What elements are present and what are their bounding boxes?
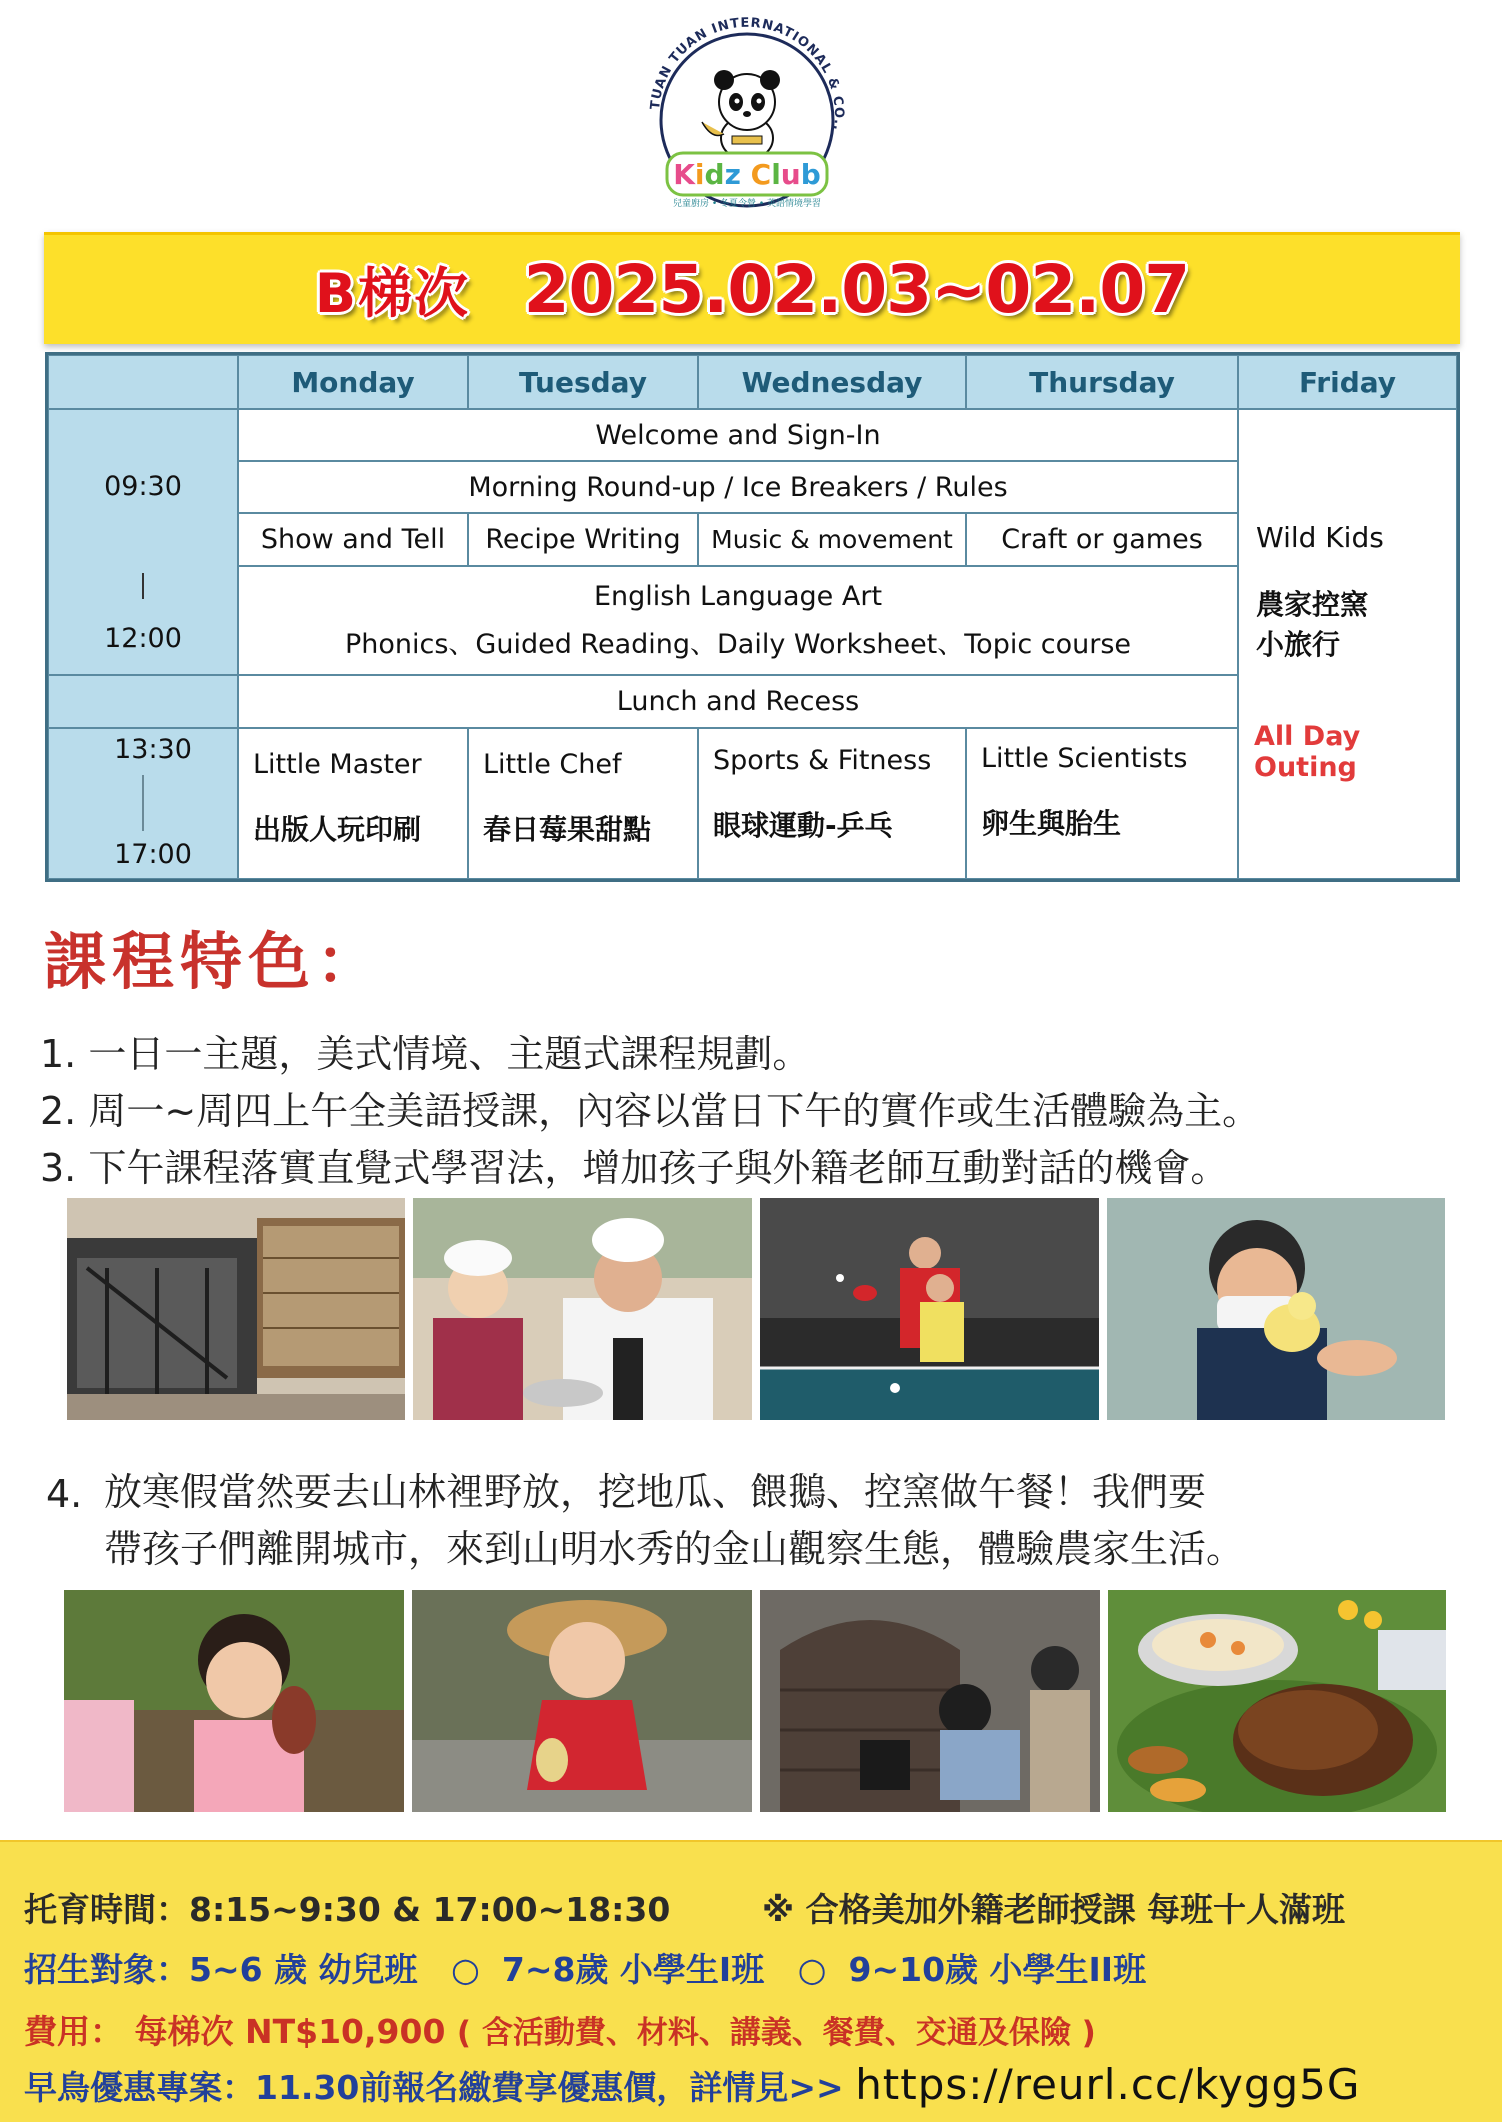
sweet-potato-girl-photo — [64, 1590, 404, 1812]
header-monday: Monday — [238, 355, 468, 409]
schedule-table — [45, 352, 1460, 882]
header-thursday: Thursday — [966, 355, 1238, 409]
enroll-label: 招生對象： — [24, 1950, 189, 1989]
activity-thursday: Craft or games — [966, 513, 1238, 566]
kiln-photo — [760, 1590, 1100, 1812]
activity-tuesday: Recipe Writing — [468, 513, 698, 566]
session-banner — [44, 232, 1460, 344]
morning-end-time: 12:00 — [104, 623, 182, 654]
registration-link[interactable]: https://reurl.cc/kygg5G — [855, 2060, 1361, 2109]
early-bird-text: 早鳥優惠專案：11.30前報名繳費享優惠價，詳情見>> — [24, 2068, 844, 2107]
session-date: 2025.02.03~02.07 — [523, 251, 1190, 328]
circle-separator: ○ — [797, 1950, 827, 1989]
enroll-elementary-2: 9~10歲 小學生II班 — [848, 1950, 1147, 1989]
afternoon-subtitle: 出版人玩印刷 — [253, 813, 422, 846]
enroll-elementary-1: 7~8歲 小學生I班 — [501, 1950, 765, 1989]
logo-brand: Kidz Club — [673, 158, 821, 191]
afternoon-end-time: 17:00 — [114, 839, 192, 870]
ela-title: English Language Art — [593, 580, 883, 612]
morning-start-time: 09:30 — [104, 471, 182, 502]
early-bird-line — [24, 2060, 1360, 2109]
afternoon-subtitle: 春日莓果甜點 — [483, 813, 652, 846]
roundup-row: Morning Round-up / Ice Breakers / Rules — [238, 461, 1238, 513]
afternoon-tuesday — [468, 728, 698, 879]
friday-outing: All Day Outing — [1254, 721, 1361, 783]
straw-hat-girl-photo — [412, 1590, 752, 1812]
header-wednesday: Wednesday — [698, 355, 966, 409]
header-corner — [48, 355, 238, 409]
welcome-row: Welcome and Sign-In — [238, 409, 1238, 461]
afternoon-subtitle: 卵生與胎生 — [981, 807, 1122, 840]
afternoon-title: Little Chef — [483, 749, 622, 780]
afternoon-start-time: 13:30 — [114, 734, 192, 765]
session-label: B梯次 — [314, 262, 470, 325]
enroll-kindergarten: 5~6 歲 幼兒班 — [189, 1950, 418, 1989]
features-title: 課程特色： — [44, 925, 385, 998]
header-friday: Friday — [1238, 355, 1457, 409]
logo-company-text: TUAN TUAN INTERNATIONAL & CO., — [648, 15, 847, 133]
afternoon-subtitle: 眼球運動-乒乓 — [713, 809, 893, 842]
time-range-bar — [142, 573, 144, 599]
friday-zh-line1: 農家控窯 — [1256, 588, 1369, 621]
chick-photo — [1107, 1198, 1445, 1420]
fee-label: 費用： — [24, 2012, 123, 2051]
care-hours: 托育時間：8:15~9:30 & 17:00~18:30 — [24, 1890, 671, 1929]
afternoon-monday — [238, 728, 468, 879]
afternoon-wednesday — [698, 728, 966, 879]
friday-zh-line2: 小旅行 — [1256, 628, 1341, 661]
table-tennis-photo — [760, 1198, 1099, 1420]
ela-detail: Phonics、Guided Reading、Daily Worksheet、Topic course — [344, 628, 1132, 660]
lunch-time-cell — [48, 675, 238, 728]
feature-item-4-line1: 放寒假當然要去山林裡野放，挖地瓜、餵鵝、控窯做午餐！我們要 — [104, 1470, 1207, 1514]
feature-item-2: 2. 周一~周四上午全美語授課，內容以當日下午的實作或生活體驗為主。 — [40, 1089, 1261, 1133]
activity-monday: Show and Tell — [238, 513, 468, 566]
friday-title: Wild Kids — [1256, 521, 1384, 554]
teacher-note: ※ 合格美加外籍老師授課 每班十人滿班 — [762, 1890, 1346, 1929]
enrollment-line — [24, 1944, 1146, 1991]
little-chef-photo — [413, 1198, 752, 1420]
fee-note: ( 含活動費、材料、講義、餐費、交通及保險 ) — [456, 2015, 1096, 2051]
ela-row — [238, 566, 1238, 675]
logo-tagline: 兒童廚房 • 冬夏令營 • 英語情境學習 — [672, 199, 822, 209]
kiln-meal-photo — [1108, 1590, 1446, 1812]
feature-item-4-line2: 帶孩子們離開城市，來到山明水秀的金山觀察生態，體驗農家生活。 — [104, 1527, 1245, 1571]
feature-item-4-number: 4. — [46, 1472, 83, 1516]
kidz-club-logo — [632, 10, 862, 210]
header-tuesday: Tuesday — [468, 355, 698, 409]
fee-line — [24, 2006, 1096, 2053]
afternoon-thursday — [966, 728, 1238, 879]
feature-item-1: 1. 一日一主題，美式情境、主題式課程規劃。 — [40, 1032, 811, 1076]
fee-value: 每梯次 NT$10,900 — [134, 2012, 446, 2051]
afternoon-title: Sports & Fitness — [713, 745, 932, 776]
afternoon-title: Little Master — [253, 749, 422, 780]
info-footer — [0, 1840, 1502, 2122]
circle-separator: ○ — [451, 1950, 480, 1989]
lunch-row: Lunch and Recess — [238, 675, 1238, 728]
time-range-bar — [142, 775, 144, 831]
printing-press-photo — [67, 1198, 405, 1420]
afternoon-title: Little Scientists — [981, 743, 1188, 774]
activity-wednesday: Music & movement — [698, 513, 966, 566]
feature-item-3: 3. 下午課程落實直覺式學習法，增加孩子與外籍老師互動對話的機會。 — [40, 1146, 1229, 1190]
